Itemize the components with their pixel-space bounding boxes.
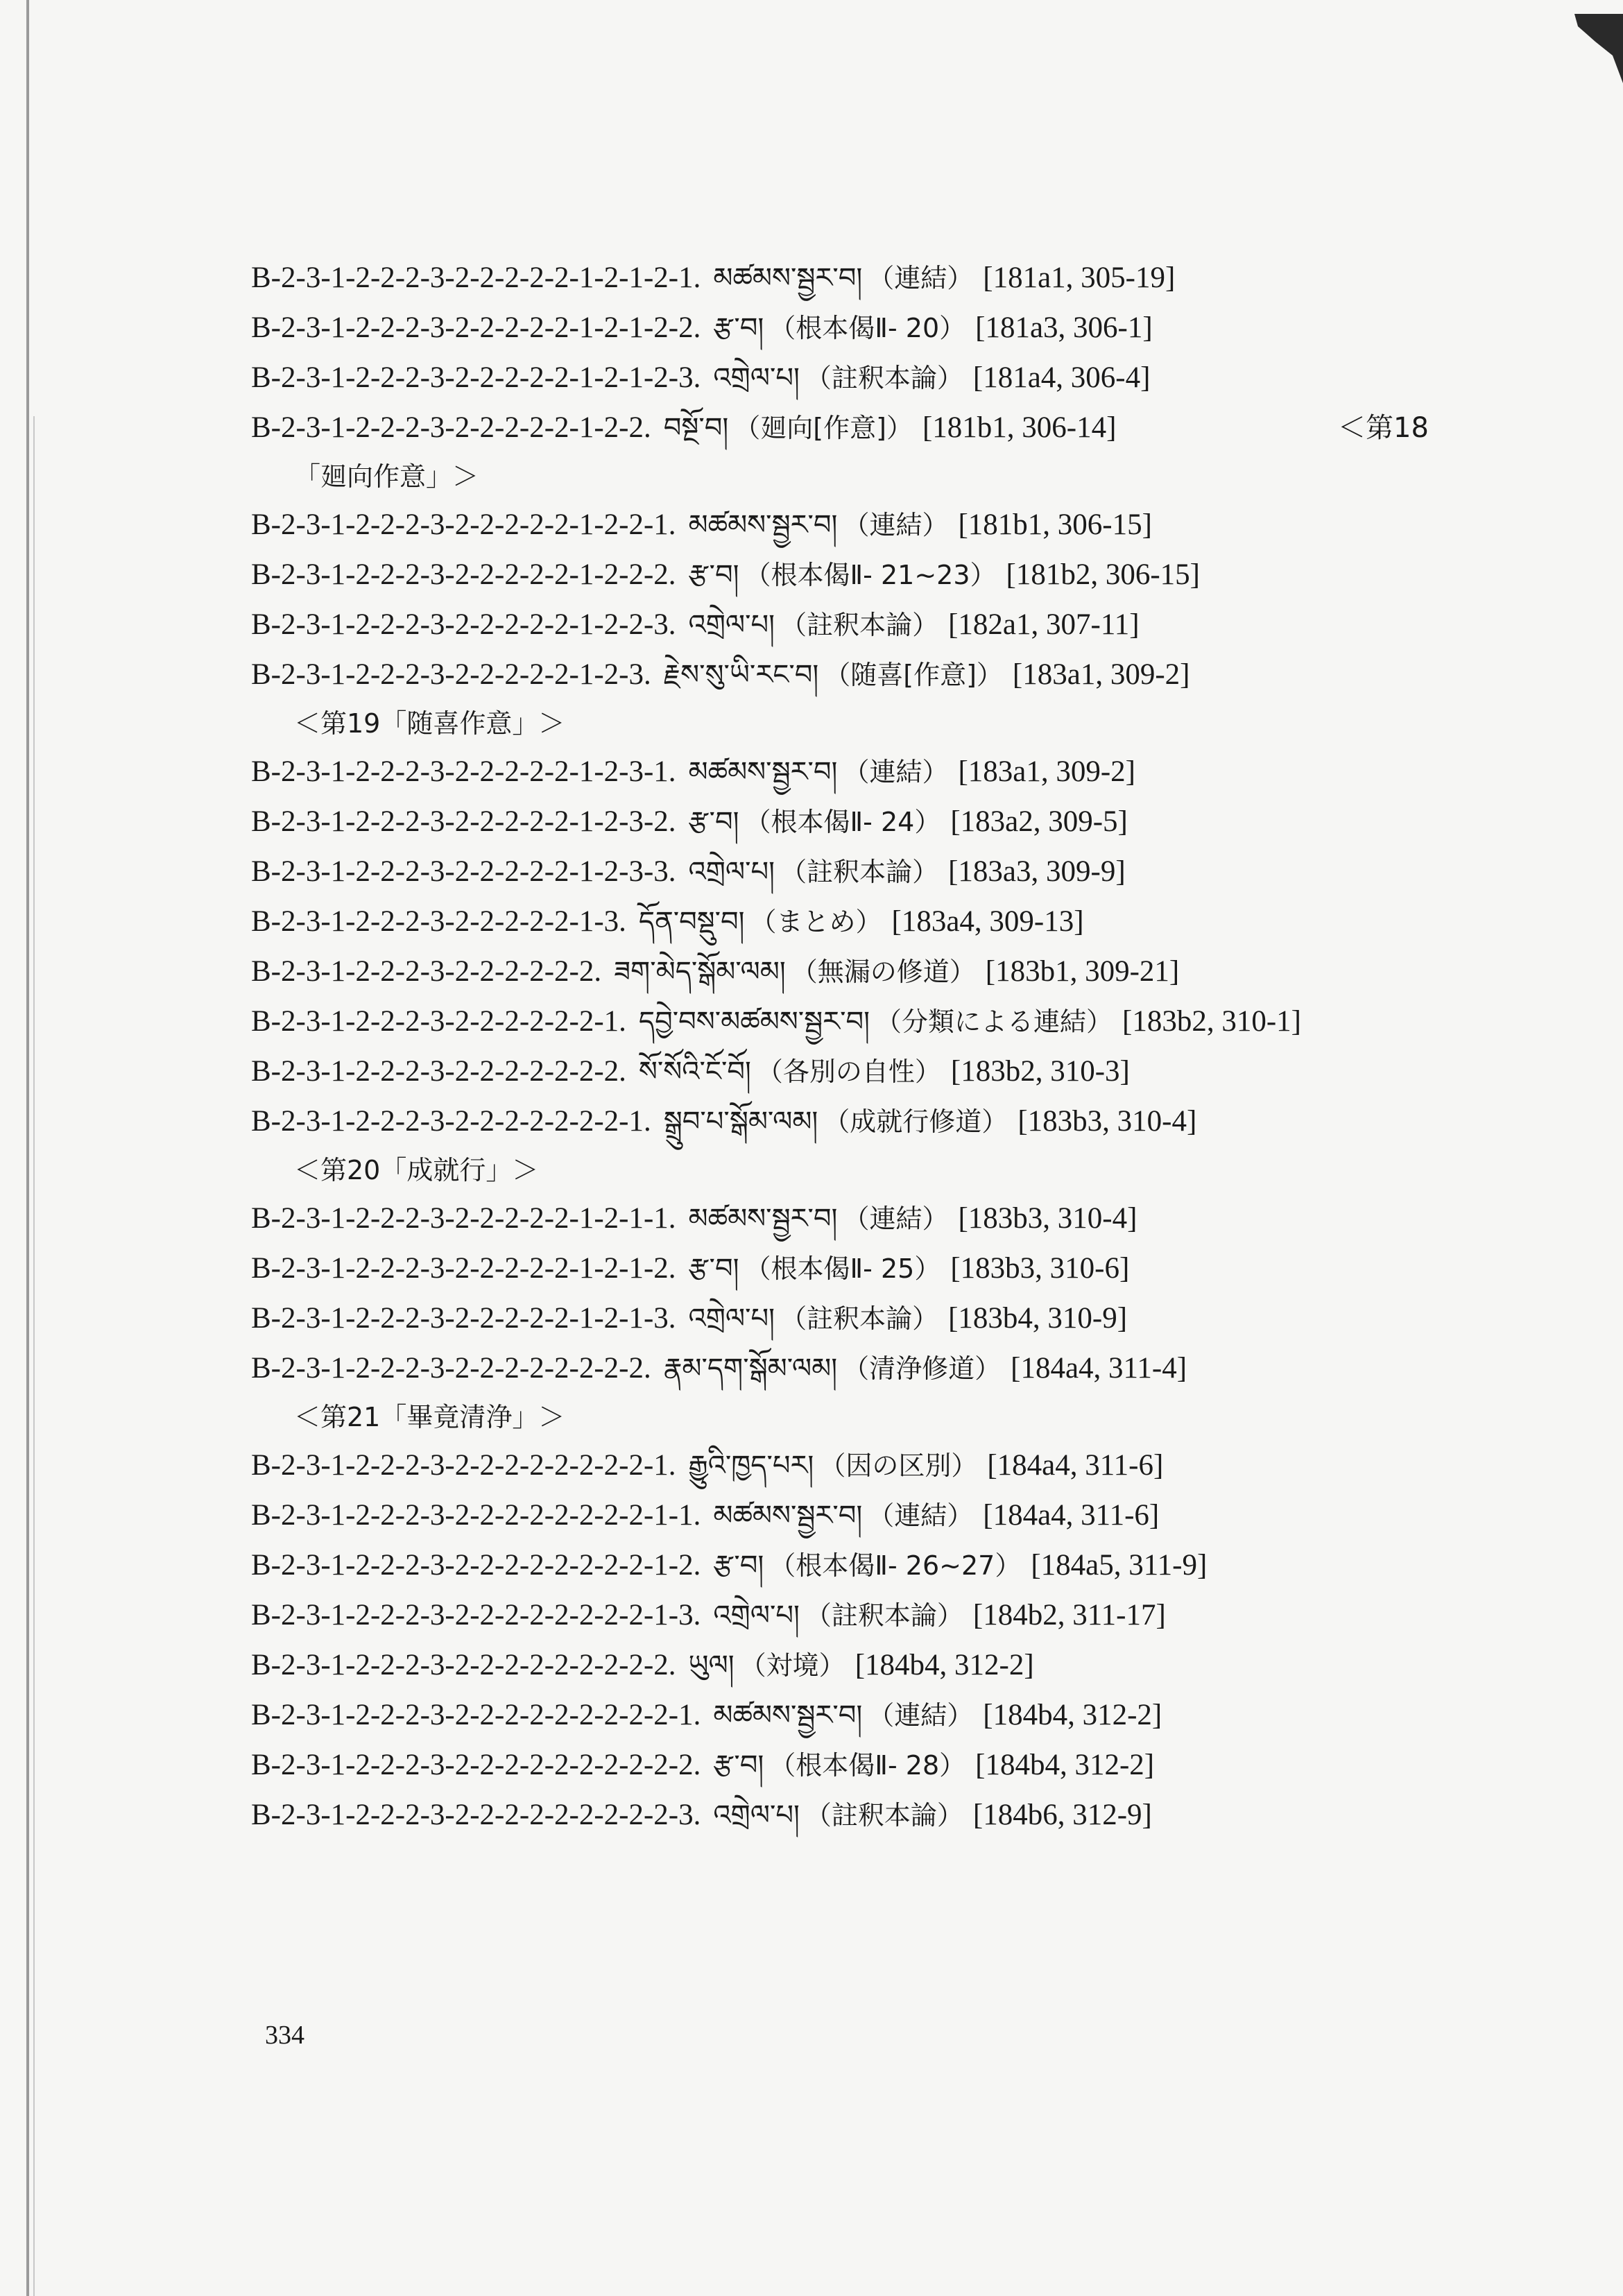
- outline-list: [251, 253, 1500, 1840]
- entry-tibetan-title: སྒྲུབ་པ་སྒོམ་ལམ།: [663, 1106, 818, 1138]
- outline-entry: [251, 997, 1500, 1047]
- chapter-note: ＜第20「成就行」＞: [294, 1155, 539, 1185]
- outline-entry: [251, 1244, 1500, 1294]
- entry-japanese-gloss: （註釈本論）: [805, 1600, 963, 1631]
- entry-code: B-2-3-1-2-2-2-3-2-2-2-2-2-2-2-2-1-1.: [251, 1499, 701, 1532]
- entry-japanese-gloss: （成就行修道）: [823, 1106, 1008, 1137]
- entry-tibetan-title: རྩ་བ།: [688, 1253, 739, 1285]
- entry-japanese-gloss: （対境）: [739, 1650, 845, 1681]
- entry-code: B-2-3-1-2-2-2-3-2-2-2-2-2-2-2-2-2-2.: [251, 1749, 701, 1781]
- entry-japanese-gloss: （註釈本論）: [780, 610, 939, 640]
- entry-reference: [181a4, 306-4]: [972, 361, 1151, 394]
- entry-japanese-gloss: （註釈本論）: [805, 363, 963, 393]
- entry-tibetan-title: འགྲེལ་པ།: [713, 1600, 800, 1631]
- entry-japanese-gloss: （無漏の修道）: [791, 957, 976, 987]
- entry-reference: [183b3, 310-4]: [1017, 1105, 1197, 1138]
- entry-japanese-gloss: （各別の自性）: [756, 1056, 941, 1087]
- entry-code: B-2-3-1-2-2-2-3-2-2-2-2-2-2-2-2-1.: [251, 1449, 676, 1482]
- entry-tibetan-title: མཚམས་སྦྱར་བ།: [688, 1203, 838, 1235]
- entry-reference: [184a4, 311-6]: [983, 1499, 1160, 1532]
- entry-tibetan-title: རྣམ་དག་སྒོམ་ལམ།: [663, 1353, 838, 1385]
- entry-reference: [184a4, 311-4]: [1011, 1352, 1187, 1385]
- entry-tibetan-title: མཚམས་སྦྱར་བ།: [688, 509, 838, 541]
- entry-tibetan-title: འགྲེལ་པ།: [713, 1799, 800, 1831]
- outline-entry: [251, 1541, 1500, 1591]
- outline-entry: [251, 1294, 1500, 1344]
- entry-code: B-2-3-1-2-2-2-3-2-2-2-2-2-1-2-2-3.: [251, 608, 676, 641]
- entry-reference: [182a1, 307-11]: [948, 608, 1140, 641]
- entry-tibetan-title: རྩ་བ།: [713, 312, 764, 344]
- entry-code: B-2-3-1-2-2-2-3-2-2-2-2-2-2-2-2-2-3.: [251, 1799, 701, 1831]
- entry-reference: [183a1, 309-2]: [1012, 658, 1190, 691]
- entry-japanese-gloss: （根本偈Ⅱ- 26~27）: [769, 1550, 1022, 1581]
- entry-code: B-2-3-1-2-2-2-3-2-2-2-2-2-2-2-2-1-3.: [251, 1599, 701, 1631]
- entry-tibetan-title: ཡུལ།: [688, 1650, 735, 1681]
- entry-code: B-2-3-1-2-2-2-3-2-2-2-2-2-1-2-3.: [251, 658, 651, 691]
- outline-entry: [251, 1491, 1500, 1541]
- entry-code: B-2-3-1-2-2-2-3-2-2-2-2-2-2-2-2-2-1.: [251, 1699, 701, 1731]
- entry-reference: [184a4, 311-6]: [987, 1449, 1164, 1482]
- entry-tibetan-title: རྩ་བ།: [713, 1749, 764, 1781]
- entry-tibetan-title: རྩ་བ།: [713, 1550, 764, 1582]
- entry-reference: [183a3, 309-9]: [948, 855, 1126, 888]
- entry-japanese-gloss: （註釈本論）: [805, 1800, 963, 1831]
- entry-tibetan-title: འགྲེལ་པ།: [713, 362, 800, 394]
- entry-code: B-2-3-1-2-2-2-3-2-2-2-2-2-1-2-3-2.: [251, 805, 676, 838]
- entry-code: B-2-3-1-2-2-2-3-2-2-2-2-2-2-2-2.: [251, 1352, 651, 1385]
- entry-tibetan-title: རྒྱུའི་ཁྱད་པར།: [688, 1450, 814, 1482]
- entry-reference: [184b4, 312-2]: [855, 1649, 1034, 1681]
- entry-code: B-2-3-1-2-2-2-3-2-2-2-2-2-1-2-1-2-1.: [251, 262, 701, 294]
- entry-tibetan-title: རྩ་བ།: [688, 806, 739, 838]
- outline-entry: [251, 253, 1500, 303]
- entry-tibetan-title: འགྲེལ་པ།: [688, 1303, 775, 1335]
- entry-code: B-2-3-1-2-2-2-3-2-2-2-2-2-2.: [251, 955, 602, 988]
- entry-reference: [184a5, 311-9]: [1031, 1549, 1208, 1582]
- entry-reference: [183b3, 310-4]: [958, 1202, 1137, 1235]
- chapter-note: 「廻向作意」＞: [294, 461, 479, 492]
- entry-code: B-2-3-1-2-2-2-3-2-2-2-2-2-2-1.: [251, 1005, 626, 1038]
- entry-code: B-2-3-1-2-2-2-3-2-2-2-2-2-1-3.: [251, 905, 626, 938]
- entry-chapter-marker: ＜第18: [1338, 412, 1429, 444]
- entry-tibetan-title: དབྱེ་བས་མཚམས་སྦྱར་བ།: [638, 1006, 870, 1038]
- entry-code: B-2-3-1-2-2-2-3-2-2-2-2-2-1-2-1-2.: [251, 1252, 676, 1285]
- entry-tibetan-title: རྗེས་སུ་ཡི་རང་བ།: [663, 659, 819, 691]
- entry-japanese-gloss: （連結）: [868, 1500, 974, 1531]
- entry-code: B-2-3-1-2-2-2-3-2-2-2-2-2-1-2-2.: [251, 411, 651, 444]
- entry-code: B-2-3-1-2-2-2-3-2-2-2-2-2-2-2-1.: [251, 1105, 651, 1138]
- outline-entry: [251, 947, 1500, 997]
- outline-entry: [251, 797, 1500, 847]
- entry-japanese-gloss: （註釈本論）: [780, 857, 939, 887]
- outline-entry: [251, 1640, 1500, 1690]
- entry-tibetan-title: རྩ་བ།: [688, 559, 739, 591]
- entry-code: B-2-3-1-2-2-2-3-2-2-2-2-2-1-2-1-1.: [251, 1202, 676, 1235]
- outline-entry: [251, 1790, 1500, 1840]
- page-number: 334: [265, 2021, 304, 2050]
- entry-japanese-gloss: （根本偈Ⅱ- 24）: [744, 807, 941, 837]
- entry-reference: [183a1, 309-2]: [958, 755, 1135, 788]
- entry-tibetan-title: མཚམས་སྦྱར་བ།: [713, 1500, 863, 1532]
- entry-reference: [184b2, 311-17]: [972, 1599, 1166, 1631]
- entry-japanese-gloss: （因の区別）: [819, 1450, 978, 1481]
- outline-entry: [251, 403, 1500, 453]
- entry-japanese-gloss: （註釈本論）: [780, 1303, 939, 1334]
- outline-entry: [251, 1097, 1500, 1147]
- outline-entry: [251, 1047, 1500, 1097]
- entry-japanese-gloss: （清浄修道）: [843, 1353, 1002, 1384]
- entry-japanese-gloss: （根本偈Ⅱ- 28）: [769, 1750, 966, 1781]
- entry-reference: [183b1, 309-21]: [985, 955, 1180, 988]
- entry-japanese-gloss: （廻向[作意]）: [734, 413, 913, 443]
- entry-japanese-gloss: （連結）: [868, 263, 974, 293]
- entry-reference: [183b2, 310-3]: [950, 1055, 1130, 1088]
- entry-tibetan-title: དོན་བསྡུ་བ།: [638, 906, 745, 938]
- entry-code: B-2-3-1-2-2-2-3-2-2-2-2-2-2-2-2-2.: [251, 1649, 676, 1681]
- outline-entry: [251, 1591, 1500, 1640]
- entry-reference: [183b2, 310-1]: [1122, 1005, 1302, 1038]
- entry-reference: [183a2, 309-5]: [950, 805, 1128, 838]
- entry-code: B-2-3-1-2-2-2-3-2-2-2-2-2-2-2-2-1-2.: [251, 1549, 701, 1582]
- entry-reference: [183b4, 310-9]: [948, 1302, 1128, 1335]
- outline-entry: [251, 747, 1500, 797]
- entry-reference: [184b6, 312-9]: [972, 1799, 1152, 1831]
- outline-entry: [251, 1194, 1500, 1244]
- entry-japanese-gloss: （連結）: [843, 757, 949, 787]
- entry-japanese-gloss: （根本偈Ⅱ- 25）: [744, 1253, 941, 1284]
- entry-tibetan-title: མཚམས་སྦྱར་བ།: [688, 756, 838, 788]
- entry-code: B-2-3-1-2-2-2-3-2-2-2-2-2-1-2-2-2.: [251, 558, 676, 591]
- outline-entry: [251, 500, 1500, 550]
- outline-entry: [251, 1344, 1500, 1394]
- entry-reference: [184b4, 312-2]: [983, 1699, 1162, 1731]
- entry-japanese-gloss: （連結）: [868, 1700, 974, 1731]
- outline-entry: [251, 303, 1500, 353]
- outline-entry: [251, 550, 1500, 600]
- outline-entry: [251, 1690, 1500, 1740]
- entry-code: B-2-3-1-2-2-2-3-2-2-2-2-2-1-2-3-3.: [251, 855, 676, 888]
- entry-code: B-2-3-1-2-2-2-3-2-2-2-2-2-1-2-1-2-3.: [251, 361, 701, 394]
- outline-entry: [251, 650, 1500, 700]
- outline-entry: [251, 1740, 1500, 1790]
- outline-entry: [251, 353, 1500, 403]
- entry-reference: [181b2, 306-15]: [1006, 558, 1200, 591]
- entry-code: B-2-3-1-2-2-2-3-2-2-2-2-2-1-2-1-3.: [251, 1302, 676, 1335]
- outline-entry: [251, 897, 1500, 947]
- entry-reference: [183a4, 309-13]: [891, 905, 1084, 938]
- scan-corner-artifact: [1574, 14, 1623, 83]
- entry-japanese-gloss: （連結）: [843, 510, 949, 540]
- entry-code: B-2-3-1-2-2-2-3-2-2-2-2-2-2-2.: [251, 1055, 626, 1088]
- entry-tibetan-title: ཟག་མེད་སྒོམ་ལམ།: [614, 956, 786, 988]
- entry-code: B-2-3-1-2-2-2-3-2-2-2-2-2-1-2-1-2-2.: [251, 311, 701, 344]
- entry-tibetan-title: འགྲེལ་པ།: [688, 609, 775, 641]
- entry-japanese-gloss: （連結）: [843, 1203, 949, 1234]
- entry-reference: [184b4, 312-2]: [975, 1749, 1155, 1781]
- entry-tibetan-title: མཚམས་སྦྱར་བ།: [713, 262, 863, 294]
- outline-entry: [251, 600, 1500, 650]
- entry-japanese-gloss: （根本偈Ⅱ- 21~23）: [744, 560, 997, 590]
- entry-tibetan-title: འགྲེལ་པ།: [688, 856, 775, 888]
- entry-tibetan-title: སོ་སོའི་ངོ་བོ།: [638, 1056, 751, 1088]
- entry-japanese-gloss: （根本偈Ⅱ- 20）: [769, 313, 966, 343]
- entry-reference: [181a3, 306-1]: [975, 311, 1153, 344]
- scan-binding-shadow: [33, 416, 35, 2296]
- entry-japanese-gloss: （まとめ）: [750, 907, 882, 937]
- entry-code: B-2-3-1-2-2-2-3-2-2-2-2-2-1-2-3-1.: [251, 755, 676, 788]
- entry-japanese-gloss: （分類による連結）: [875, 1006, 1113, 1037]
- outline-entry: [251, 847, 1500, 897]
- entry-reference: [181b1, 306-15]: [958, 508, 1152, 541]
- chapter-note: ＜第19「随喜作意」＞: [294, 708, 565, 739]
- entry-code: B-2-3-1-2-2-2-3-2-2-2-2-2-1-2-2-1.: [251, 508, 676, 541]
- entry-reference: [181b1, 306-14]: [922, 411, 1117, 444]
- scan-binding-edge: [26, 0, 29, 2296]
- entry-japanese-gloss: （随喜[作意]）: [824, 660, 1003, 690]
- chapter-note: ＜第21「畢竟清浄」＞: [294, 1402, 565, 1432]
- entry-tibetan-title: མཚམས་སྦྱར་བ།: [713, 1699, 863, 1731]
- outline-entry: [251, 1441, 1500, 1491]
- entry-reference: [183b3, 310-6]: [950, 1252, 1130, 1285]
- entry-tibetan-title: བསྔོ་བ།: [663, 412, 729, 444]
- entry-reference: [181a1, 305-19]: [983, 262, 1176, 294]
